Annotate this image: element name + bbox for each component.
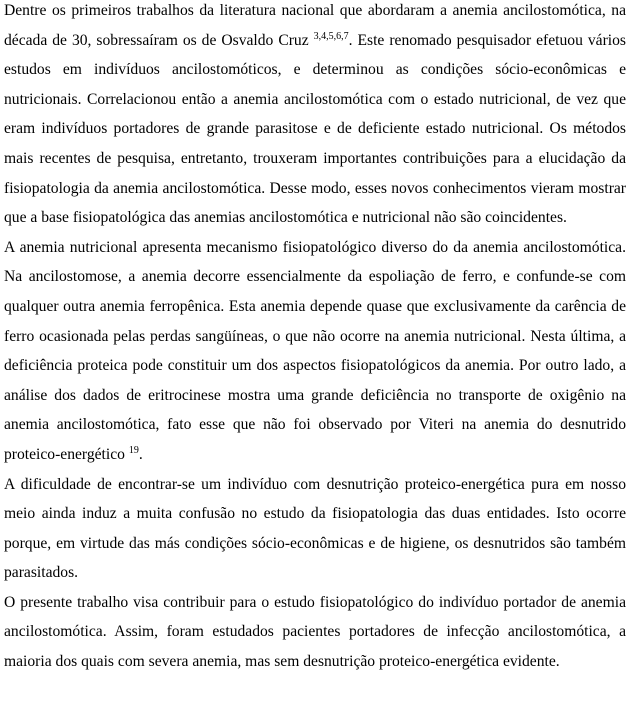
- paragraph-1: [4, 0, 626, 233]
- paragraph-2-text-b: .: [138, 445, 143, 463]
- paragraph-1-text-b: . Este renomado pesquisador efetuou vários estudos em indivíduos ancilostomóticos, e determinou as condições sócio-econômicas e nutricionais. Correlacionou então a anemia ancilostomótica com o estado nutricional, de vez que eram indivíduos portadores de grande parasitose e de deficiente estado nutricional. Os métodos mais recentes de pesquisa, entretanto, trouxeram importantes contribuições para a elucidação da fisiopatologia da anemia ancilostomótica. Desse modo, esses novos conhecimentos vieram mostrar que a base fisiopatológica das anemias ancilostomótica e nutricional não são coincidentes.: [4, 31, 626, 227]
- paragraph-2: [4, 233, 626, 470]
- paragraph-1-text-a: Dentre os primeiros trabalhos da literatura nacional que abordaram a anemia ancilostomótica, na década de 30, sobressaíram os de Osvaldo Cruz: [4, 2, 626, 49]
- citation-superscript: 19: [128, 444, 139, 456]
- paragraph-4: [4, 588, 626, 677]
- paragraph-3: [4, 470, 626, 588]
- paragraph-4-text: O presente trabalho visa contribuir para o estudo fisiopatológico do indivíduo portador de anemia ancilostomótica. Assim, foram estudados pacientes portadores de infecção ancilostomótica, a maioria dos quais com severa anemia, mas sem desnutrição proteico-energética evidente.: [4, 593, 626, 671]
- citation-superscript: 3,4,5,6,7: [313, 30, 349, 42]
- paragraph-3-text: A dificuldade de encontrar-se um indivíduo com desnutrição proteico-energética pura em nosso meio ainda induz a muita confusão no estudo da fisiopatologia das duas entidades. Isto ocorre porque, em virtude das más condições sócio-econômicas e de higiene, os desnutridos são também parasitados.: [4, 475, 626, 582]
- paragraph-2-text-a: A anemia nutricional apresenta mecanismo fisiopatológico diverso do da anemia ancilostomótica. Na ancilostomose, a anemia decorre essencialmente da espoliação de ferro, e confunde-se com qualquer outra anemia ferropênica. Esta anemia depende quase que exclusivamente da carência de ferro ocasionada pelas perdas sangüíneas, o que não ocorre na anemia nutricional. Nesta última, a deficiência proteica pode constituir um dos aspectos fisiopatológicos da anemia. Por outro lado, a análise dos dados de eritrocinese mostra uma grande deficiência no transporte de oxigênio na anemia ancilostomótica, fato esse que não foi observado por Viteri na anemia do desnutrido proteico-energético: [4, 238, 626, 463]
